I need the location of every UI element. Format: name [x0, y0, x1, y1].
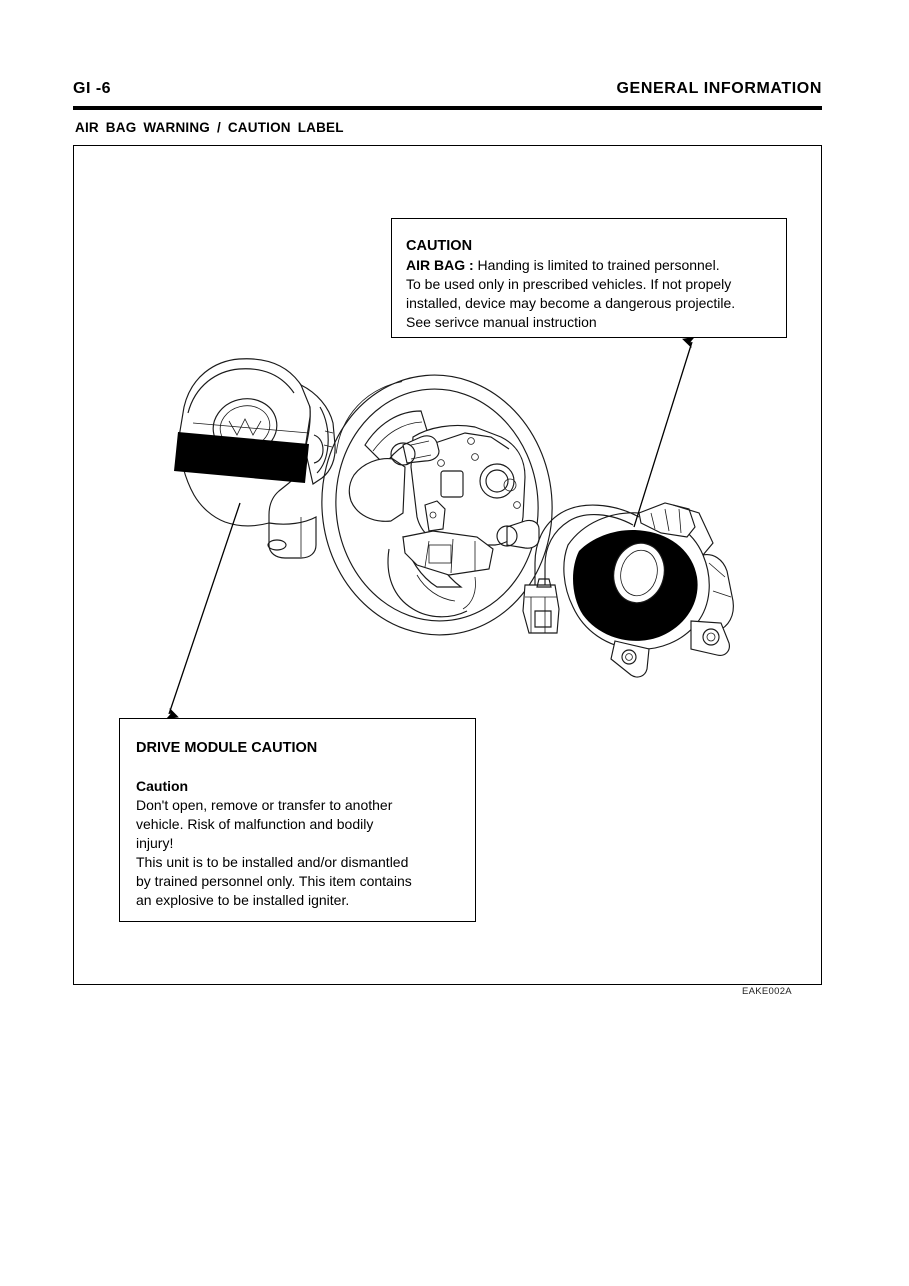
caution-line-4: See serivce manual instruction	[406, 314, 597, 330]
drive-module-line-1: Don't open, remove or transfer to another	[136, 797, 393, 813]
drive-module-spacer	[136, 758, 475, 777]
drive-module-line-5: by trained personnel only. This item contains	[136, 873, 412, 889]
drive-module-heading: DRIVE MODULE CAUTION	[136, 740, 318, 756]
drive-module-callout-box	[119, 718, 476, 922]
drive-module-line-4: This unit is to be installed and/or dismantled	[136, 854, 409, 870]
figure-id: EAKE002A	[742, 986, 792, 997]
caution-heading: CAUTION	[406, 238, 473, 254]
caution-line-3: installed, device may become a dangerous projectile.	[406, 295, 736, 311]
caution-airbag-text: Handing is limited to trained personnel.	[473, 257, 720, 273]
caution-airbag-line	[406, 256, 786, 275]
caution-callout-box	[391, 218, 787, 338]
drive-module-subheading: Caution	[136, 778, 189, 794]
drive-module-line-2: vehicle. Risk of malfunction and bodily	[136, 816, 374, 832]
section-title: GENERAL INFORMATION	[616, 80, 822, 97]
page-number: GI -6	[73, 80, 112, 97]
drive-module-line-3: injury!	[136, 835, 174, 851]
drive-module-line-6: an explosive to be installed igniter.	[136, 892, 350, 908]
figure-subtitle: AIR BAG WARNING / CAUTION LABEL	[75, 120, 344, 135]
caution-line-2: To be used only in prescribed vehicles. If not propely	[406, 276, 732, 292]
caution-airbag-label: AIR BAG :	[406, 257, 474, 273]
header-rule	[73, 106, 822, 110]
